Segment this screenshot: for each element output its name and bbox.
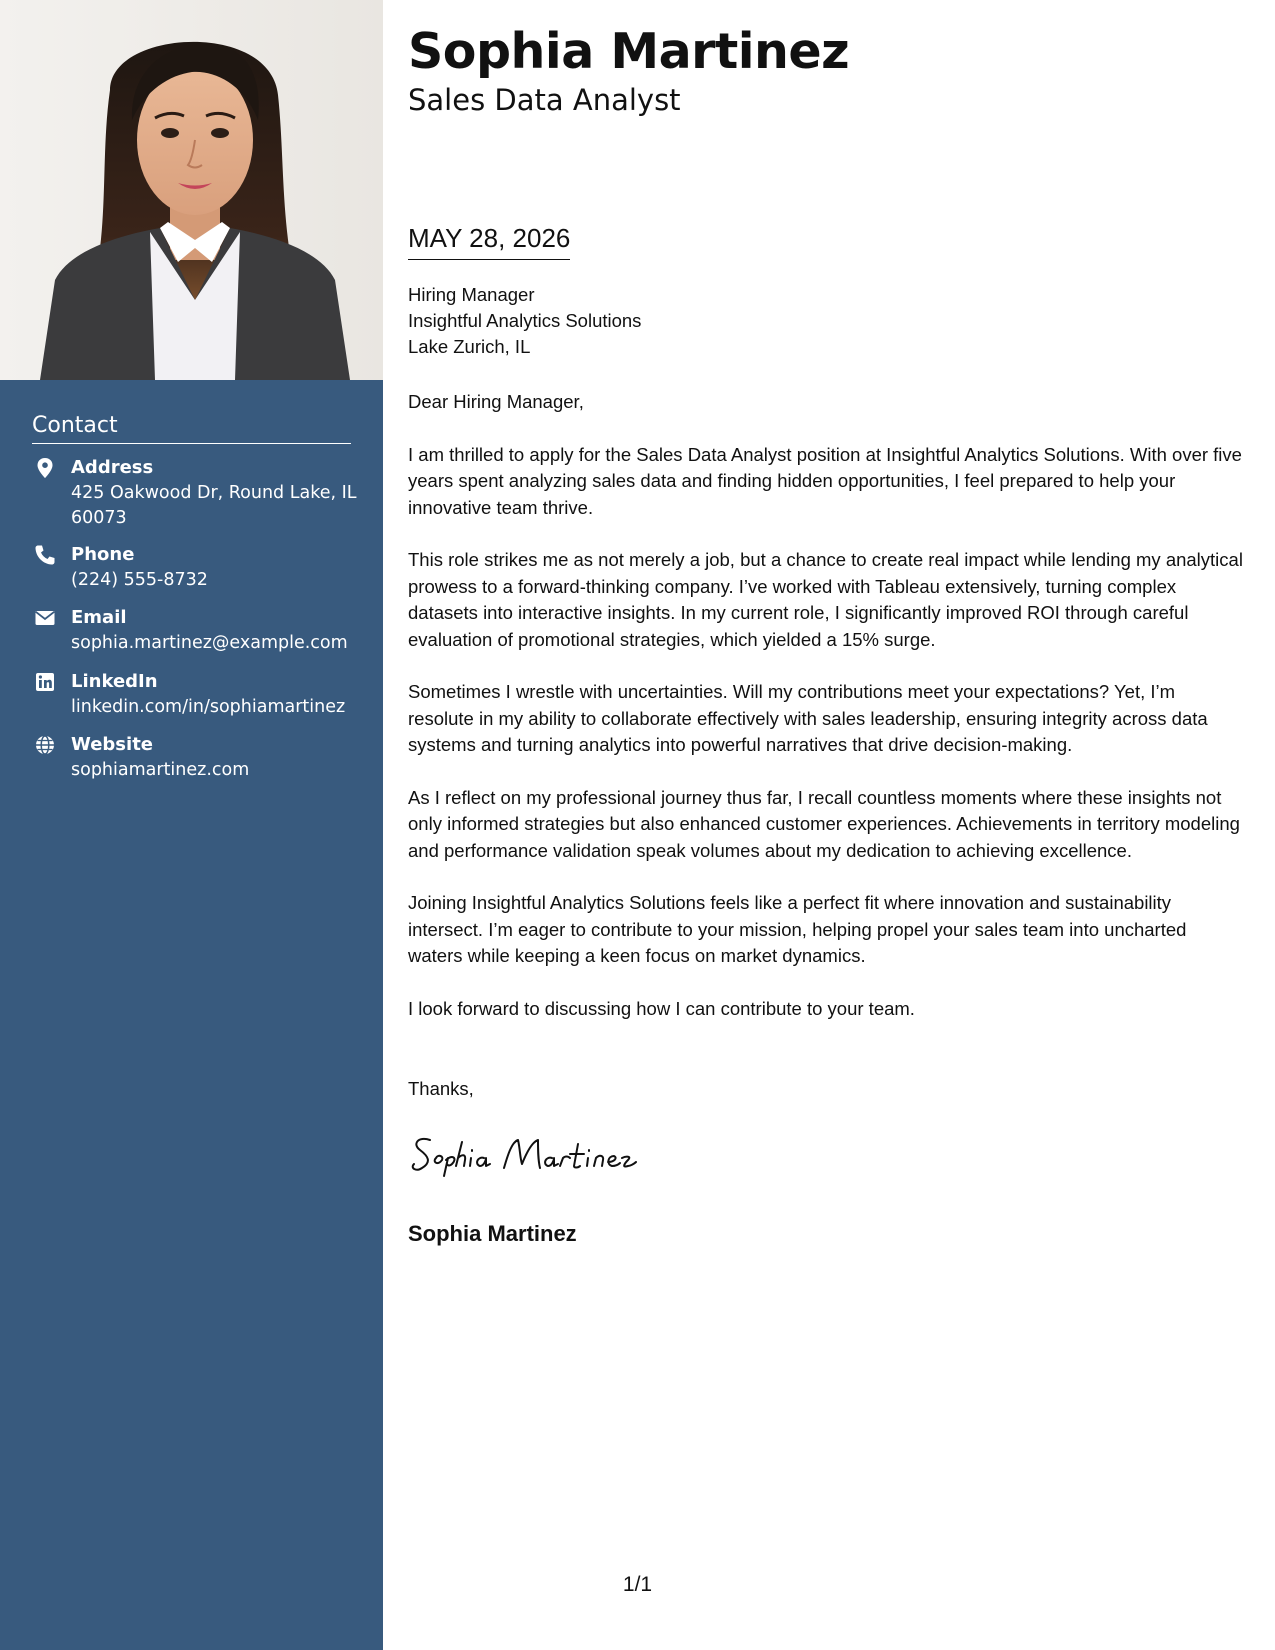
handwritten-signature <box>408 1128 678 1178</box>
email-link[interactable]: sophia.martinez@example.com <box>71 633 348 653</box>
phone-value: (224) 555-8732 <box>71 570 208 590</box>
website-label: Website <box>71 734 154 755</box>
paragraph: Joining Insightful Analytics Solutions feels like a perfect fit where innovation and sustainability intersect. I’m eager to contribute to your mission, helping propel your sales team into uncharted waters while keeping a keen focus on market dynamics. <box>408 892 1187 966</box>
phone-icon <box>34 544 56 566</box>
letter-text <box>408 389 1243 1048</box>
globe-icon <box>34 734 56 756</box>
linkedin-label: LinkedIn <box>71 671 158 692</box>
recipient-line: Lake Zurich, IL <box>408 336 531 357</box>
paragraph: I am thrilled to apply for the Sales Data Analyst position at Insightful Analytics Solutions. With over five years spent analyzing sales data and finding hidden opportunities, I feel prepared to help your innovative team thrive. <box>408 443 1242 518</box>
linkedin-link[interactable]: linkedin.com/in/sophiamartinez <box>71 697 346 717</box>
map-pin-icon <box>34 457 56 479</box>
address-label: Address <box>71 457 154 478</box>
paragraph: This role strikes me as not merely a job, but a chance to create real impact while lending my analytical prowess to a forward-thinking company. I’ve worked with Tableau extensively, turning complex datasets into interactive insights. In my current role, I significantly improved ROI through careful evaluation of promotional strategies, which yielded a 15% surge. <box>408 549 1243 650</box>
sidebar <box>0 0 383 1650</box>
signer-name: Sophia Martinez <box>408 1221 577 1246</box>
address-value: 425 Oakwood Dr, Round Lake, IL 60073 <box>71 483 357 528</box>
recipient-line: Hiring Manager <box>408 284 535 305</box>
recipient-block <box>408 282 641 360</box>
envelope-icon <box>34 607 56 629</box>
website-link[interactable]: sophiamartinez.com <box>71 760 250 780</box>
salutation: Dear Hiring Manager, <box>408 391 584 412</box>
linkedin-icon <box>34 671 56 693</box>
page-number: 1/1 <box>622 1573 653 1596</box>
paragraph: Sometimes I wrestle with uncertainties. Will my contributions meet your expectations? Yet, I’m resolute in my ability to collaborate effectively with sales leadership, ensuring integrity across data systems and turning analytics into powerful narratives that drive decision-making. <box>408 681 1208 755</box>
recipient-line: Insightful Analytics Solutions <box>408 310 642 331</box>
email-label: Email <box>71 607 127 628</box>
phone-label: Phone <box>71 544 135 565</box>
job-title: Sales Data Analyst <box>408 83 681 117</box>
profile-photo <box>0 0 383 380</box>
contact-heading: Contact <box>32 413 351 444</box>
closing: Thanks, <box>408 1078 474 1099</box>
applicant-name: Sophia Martinez <box>408 23 850 80</box>
paragraph: As I reflect on my professional journey thus far, I recall countless moments where these insights not only informed strategies but also enhanced customer experiences. Achievements in territory modeling and performance validation speak volumes about my dedication to achieving excellence. <box>408 786 1240 861</box>
letter-date: MAY 28, 2026 <box>408 222 570 260</box>
paragraph: I look forward to discussing how I can contribute to your team. <box>408 997 915 1019</box>
